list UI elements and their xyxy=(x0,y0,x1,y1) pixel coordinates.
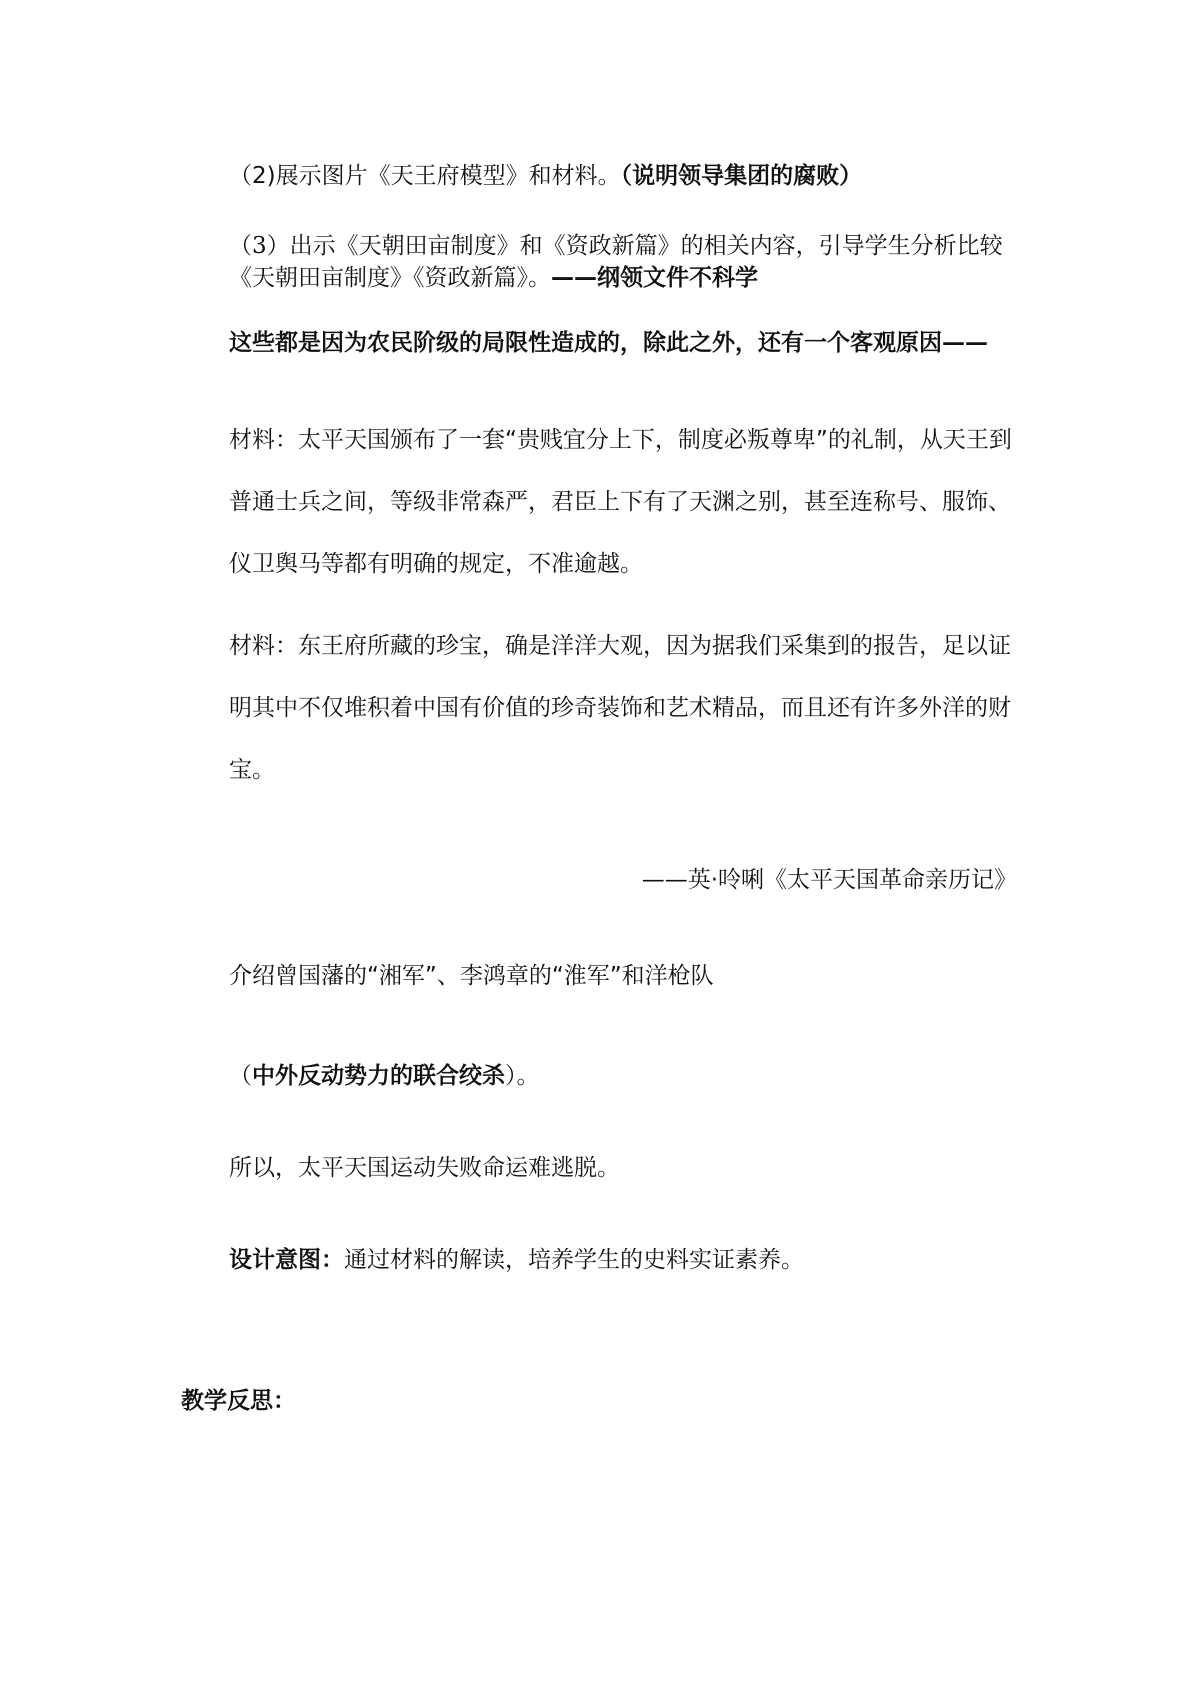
paragraph-text: 这些都是因为农民阶级的局限性造成的，除此之外，还有一个客观原因—— xyxy=(229,329,988,356)
paragraph-text-open: （ xyxy=(229,1063,252,1089)
design-intent-label: 设计意图： xyxy=(229,1247,344,1273)
paragraph-show-documents xyxy=(181,230,1017,294)
paragraph-text-close: ）。 xyxy=(505,1063,540,1089)
paragraph-text: 材料：东王府所藏的珍宝，确是洋洋大观，因为据我们采集到的报告，足以证明其中不仅堆积着中国有价值的珍奇装饰和艺术精品，而且还有许多外洋的财宝。 xyxy=(229,633,1011,783)
paragraph-text: （2)展示图片《天王府模型》和材料。 xyxy=(229,163,621,189)
paragraph-material-etiquette xyxy=(181,409,1017,595)
paragraph-conclusion xyxy=(181,1152,1017,1184)
paragraph-display-picture xyxy=(181,160,1017,192)
paragraph-material-treasure xyxy=(181,615,1017,801)
teaching-reflection-heading xyxy=(181,1385,1017,1417)
paragraph-joint-suppression xyxy=(181,1060,1017,1092)
paragraph-text: 介绍曾国藩的“湘军”、李鸿章的“淮军”和洋枪队 xyxy=(229,963,714,989)
paragraph-text: 通过材料的解读，培养学生的史料实证素养。 xyxy=(344,1247,804,1273)
heading-text: 教学反思： xyxy=(181,1387,296,1414)
paragraph-design-intent xyxy=(181,1244,1017,1276)
paragraph-objective-reason xyxy=(181,327,1017,359)
paragraph-text: （3）出示《天朝田亩制度》和《资政新篇》的相关内容，引导学生分析比较《天朝田亩制度》《资政新篇》。 xyxy=(229,233,1003,291)
paragraph-text: 材料：太平天国颁布了一套“贵贱宜分上下，制度必叛尊卑”的礼制，从天王到普通士兵之间，等级非常森严，君臣上下有了天渊之别，甚至连称号、服饰、仪卫舆马等都有明确的规定，不准逾越。 xyxy=(229,427,1012,577)
paragraph-bold-note: ——纲领文件不科学 xyxy=(551,265,758,291)
citation-text: ——英·呤唎《太平天国革命亲历记》 xyxy=(641,867,1017,893)
paragraph-text: 所以，太平天国运动失败命运难逃脱。 xyxy=(229,1155,620,1181)
paragraph-citation xyxy=(181,864,1017,896)
paragraph-bold-note: 中外反动势力的联合绞杀 xyxy=(252,1063,505,1089)
paragraph-bold-note: （说明领导集团的腐败） xyxy=(620,163,863,189)
paragraph-introduce-armies xyxy=(181,960,1017,992)
